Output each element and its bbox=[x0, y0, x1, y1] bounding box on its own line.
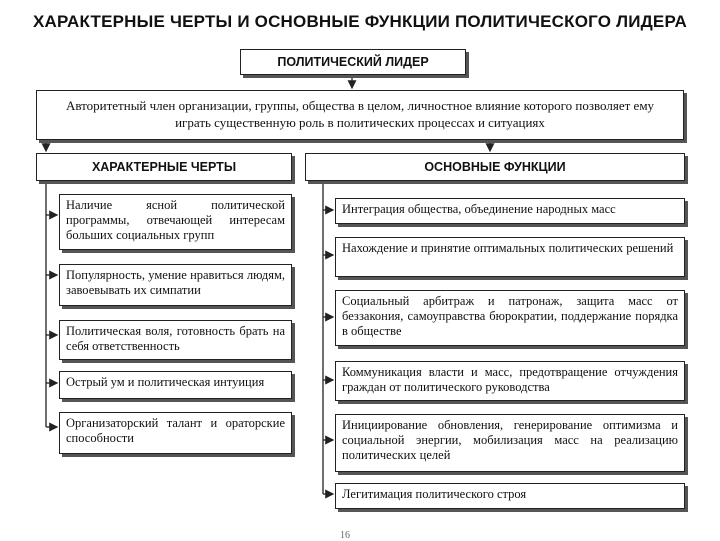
trait-text: Политическая воля, готовность брать на себя ответственность bbox=[66, 324, 285, 353]
trait-text: Популярность, умение нравиться людям, завоевывать их симпатии bbox=[66, 268, 285, 297]
trait-item bbox=[59, 412, 292, 454]
trait-item bbox=[59, 264, 292, 306]
leader-definition: Авторитетный член организации, группы, общества в целом, личностное влияние которого позволяет ему играть существенную роль в политических процессах и ситуациях bbox=[65, 98, 655, 130]
function-text: Интеграция общества, объединение народных масс bbox=[342, 202, 616, 216]
function-item bbox=[335, 198, 685, 224]
function-text: Коммуникация власти и масс, предотвращение отчуждения граждан от политического руководства bbox=[342, 365, 678, 394]
function-item bbox=[335, 483, 685, 509]
traits-heading-box bbox=[36, 153, 292, 181]
page-number: 16 bbox=[340, 530, 350, 541]
function-text: Инициирование обновления, генерирование оптимизма и социальной энергии, мобилизация масс на реализацию политических целей bbox=[342, 418, 678, 462]
function-item bbox=[335, 414, 685, 472]
diagram-title: ХАРАКТЕРНЫЕ ЧЕРТЫ И ОСНОВНЫЕ ФУНКЦИИ ПОЛИТИЧЕСКОГО ЛИДЕРА bbox=[32, 12, 687, 31]
trait-item bbox=[59, 371, 292, 399]
function-text: Социальный арбитраж и патронаж, защита масс от беззакония, самоуправства бюрократии, поддержание порядка в обществе bbox=[342, 294, 678, 338]
trait-text: Организаторский талант и ораторские способности bbox=[66, 416, 285, 445]
functions-heading: ОСНОВНЫЕ ФУНКЦИИ bbox=[424, 159, 566, 174]
function-text: Нахождение и принятие оптимальных политических решений bbox=[342, 241, 674, 255]
leader-heading: ПОЛИТИЧЕСКИЙ ЛИДЕР bbox=[277, 54, 429, 69]
function-item bbox=[335, 361, 685, 401]
traits-heading: ХАРАКТЕРНЫЕ ЧЕРТЫ bbox=[91, 159, 237, 174]
trait-item bbox=[59, 320, 292, 360]
leader-definition-box bbox=[36, 90, 684, 140]
function-item bbox=[335, 237, 685, 277]
trait-text: Острый ум и политическая интуиция bbox=[66, 375, 265, 389]
function-item bbox=[335, 290, 685, 346]
functions-heading-box bbox=[305, 153, 685, 181]
function-text: Легитимация политического строя bbox=[342, 487, 527, 501]
trait-item bbox=[59, 194, 292, 250]
trait-text: Наличие ясной политической программы, отвечающей интересам больших социальных групп bbox=[66, 198, 285, 242]
leader-heading-box bbox=[240, 49, 466, 75]
